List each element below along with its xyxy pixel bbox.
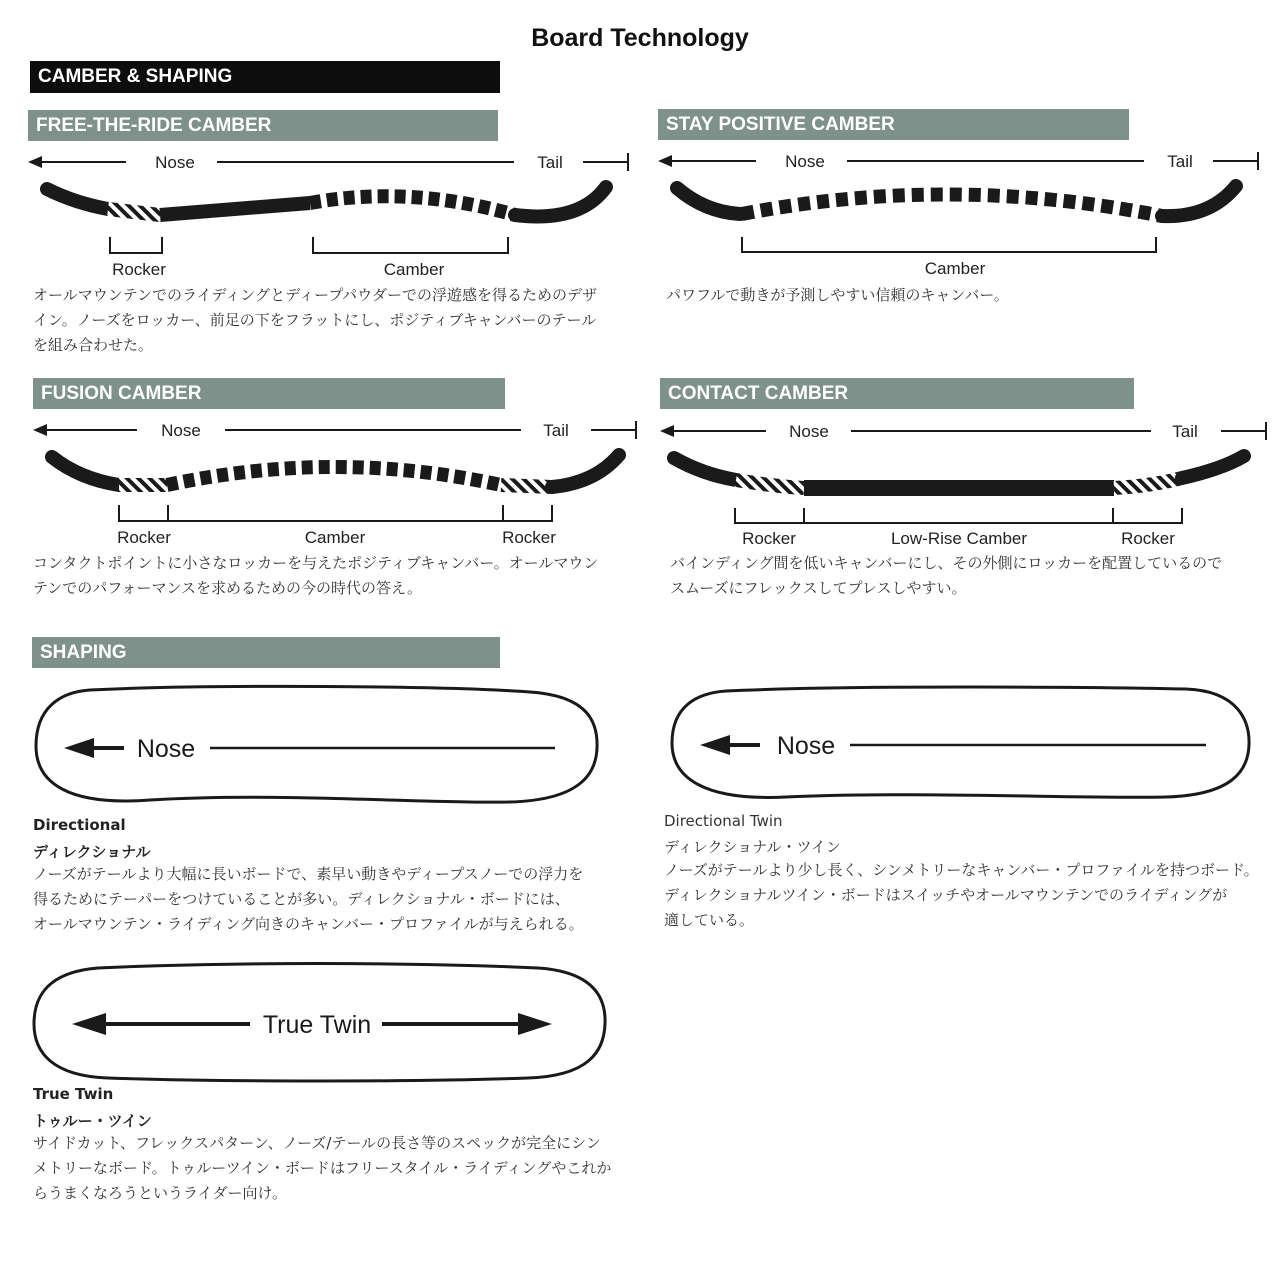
rocker-bracket-right (1113, 508, 1182, 523)
description-line: スムーズにフレックスしてプレスしやすい。 (670, 579, 967, 597)
tail-tip (1182, 456, 1244, 478)
description-line: メトリーなボード。トゥルーツイン・ボードはフリースタイル・ライディングやこれか (33, 1159, 612, 1177)
directional-name: Directional (33, 816, 126, 834)
camber-section (167, 467, 501, 485)
contact-diagram (652, 414, 1276, 554)
contact-description (670, 551, 1270, 601)
true-twin-name-jp: トゥルー・ツイン (33, 1112, 152, 1130)
fusion-description (33, 551, 638, 601)
camber-section (742, 194, 1162, 216)
rocker-label-right: Rocker (1121, 529, 1175, 548)
tail-label: Tail (1172, 422, 1198, 441)
nose-tip (677, 188, 740, 214)
rocker-label-right: Rocker (502, 528, 556, 547)
flat-section (160, 203, 310, 215)
description-line: サイドカット、フレックスパターン、ノーズ/テールの長さ等のスペックが完全にシン (33, 1134, 601, 1152)
camber-shaping-header: CAMBER & SHAPING (30, 61, 500, 93)
description-line: ノーズがテールより少し長く、シンメトリーなキャンバー・プロファイルを持つボード。 (664, 861, 1259, 879)
fusion-diagram (25, 413, 645, 553)
board-label: True Twin (262, 1011, 372, 1039)
description-line: ディレクショナルツイン・ボードはスイッチやオールマウンテンでのライディングが (664, 886, 1228, 904)
rocker-label-left: Rocker (117, 528, 171, 547)
rocker-bracket-left (119, 505, 168, 521)
nose-arrowhead (658, 155, 672, 167)
contact-header: CONTACT CAMBER (660, 378, 1134, 409)
tail-rocker-hatch (1114, 478, 1182, 488)
description-line: 適している。 (664, 911, 755, 929)
camber-label: Camber (383, 260, 445, 279)
page-title: Board Technology (531, 24, 749, 52)
true-twin-name: True Twin (33, 1085, 114, 1103)
free-the-ride-header: FREE-THE-RIDE CAMBER (28, 110, 498, 141)
camber-label: Camber (924, 259, 986, 278)
rocker-label: Rocker (112, 260, 166, 279)
nose-tip (674, 458, 736, 480)
directional-twin-name-jp: ディレクショナル・ツイン (664, 838, 841, 856)
rocker-hatch (108, 209, 160, 215)
description-line: 得るためにテーパーをつけていることが多い。ディレクショナル・ボードには、 (33, 890, 570, 908)
nose-rocker-tip (47, 189, 108, 209)
rocker-bracket-right (503, 505, 552, 521)
tail-tip (1162, 186, 1236, 216)
shaping-header: SHAPING (32, 637, 500, 668)
nose-arrowhead (28, 156, 42, 168)
description-line: オールマウンテンでのライディングとディープパウダーでの浮遊感を得るためのデザ (33, 286, 598, 304)
description-line: コンタクトポイントに小さなロッカーを与えたポジティブキャンバー。オールマウン (33, 554, 599, 572)
directional-name-jp: ディレクショナル (33, 843, 151, 861)
description-line: イン。ノーズをロッカー、前足の下をフラットにし、ポジティブキャンバーのテール (33, 311, 597, 329)
description-line: を組み合わせた。 (33, 336, 154, 354)
stay-positive-description (666, 283, 1266, 308)
camber-section (310, 196, 515, 215)
camber-bracket (742, 237, 1156, 252)
directional-description (33, 862, 633, 937)
stay-positive-diagram (650, 144, 1270, 284)
true-twin-board (28, 962, 612, 1086)
free-the-ride-description (33, 283, 633, 358)
board-outline (672, 687, 1249, 797)
directional-board (30, 684, 605, 810)
camber-label: Camber (304, 528, 366, 547)
nose-rocker-hatch (736, 480, 804, 488)
tail-label: Tail (537, 153, 563, 172)
description-line: パワフルで動きが予測しやすい信頼のキャンバー。 (666, 286, 1009, 304)
nose-label: Nose (161, 421, 201, 440)
description-line: ノーズがテールより大幅に長いボードで、素早い動きやディープスノーでの浮力を (33, 865, 584, 883)
directional-twin-board (666, 683, 1256, 807)
tail-tip (515, 187, 606, 216)
nose-arrowhead (33, 424, 47, 436)
description-line: オールマウンテン・ライディング向きのキャンバー・プロファイルが与えられる。 (33, 915, 584, 933)
description-line: らうまくなろうというライダー向け。 (33, 1184, 287, 1202)
nose-label: Nose (155, 153, 195, 172)
description-line: バインディング間を低いキャンバーにし、その外側にロッカーを配置しているので (670, 554, 1223, 572)
camber-bracket (313, 237, 508, 253)
board-outline (36, 686, 597, 802)
description-line: テンでのパフォーマンスを求めるための今の時代の答え。 (33, 579, 422, 597)
board-label: Nose (776, 732, 836, 760)
nose-tip (52, 457, 119, 485)
rocker-label-left: Rocker (742, 529, 796, 548)
tail-label: Tail (1167, 152, 1193, 171)
true-twin-description (33, 1131, 648, 1206)
tail-label: Tail (543, 421, 569, 440)
low-rise-camber-label: Low-Rise Camber (890, 529, 1028, 548)
camber-bracket (168, 505, 503, 521)
rocker-bracket (110, 237, 162, 253)
directional-twin-description (664, 858, 1274, 933)
stay-positive-header: STAY POSITIVE CAMBER (658, 109, 1129, 140)
tail-rocker-hatch (501, 485, 552, 487)
directional-twin-name: Directional Twin (664, 812, 783, 830)
nose-label: Nose (789, 422, 829, 441)
tail-tip (552, 455, 619, 487)
rocker-bracket-left (735, 508, 804, 523)
fusion-header: FUSION CAMBER (33, 378, 505, 409)
nose-label: Nose (785, 152, 825, 171)
nose-arrowhead (660, 425, 674, 437)
free-the-ride-diagram (20, 145, 640, 285)
board-label: Nose (136, 735, 196, 763)
camber-bracket (804, 508, 1113, 523)
